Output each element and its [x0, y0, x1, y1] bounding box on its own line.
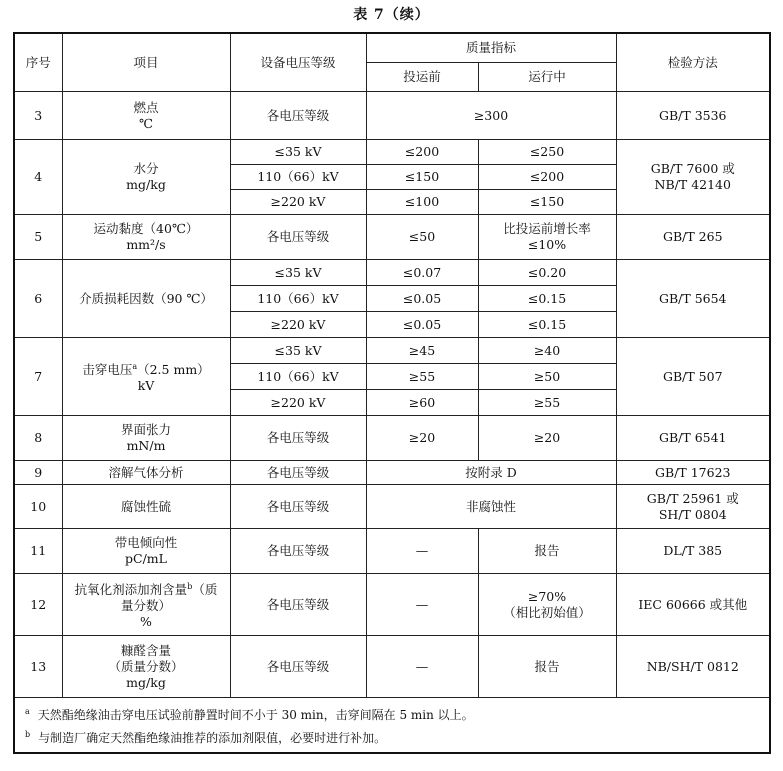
- header-quality: 质量指标: [366, 33, 616, 63]
- method-cell: IEC 60666 或其他: [616, 574, 770, 636]
- item-name-cont: （2.5 mm）: [137, 362, 210, 378]
- item-cell: [62, 92, 230, 140]
- method-cell: NB/SH/T 0812: [616, 636, 770, 698]
- footnote-b-text: 与制造厂确定天然酯绝缘油推荐的添加剂限值，必要时进行补加。: [38, 731, 387, 745]
- item-unit: %: [140, 614, 152, 630]
- method-cell: DL/T 385: [616, 529, 770, 574]
- item-name: 运动黏度（40℃）: [93, 221, 199, 236]
- method-cell: GB/T 6541: [616, 416, 770, 461]
- footnote-b: [25, 725, 759, 748]
- voltage-cell: 各电压等级: [230, 416, 366, 461]
- before-cell: ≥55: [366, 364, 478, 390]
- method-cell: GB/T 5654: [616, 260, 770, 338]
- item-unit: mN/m: [126, 438, 166, 453]
- item-name-cont: （质量分数）: [108, 658, 184, 674]
- header-method: 检验方法: [616, 33, 770, 92]
- voltage-cell: 各电压等级: [230, 485, 366, 529]
- running-cell: ≥20: [478, 416, 616, 461]
- method-cell: GB/T 3536: [616, 92, 770, 140]
- item-cell: 介质损耗因数（90 ℃）: [62, 260, 230, 338]
- item-name: 界面张力: [120, 422, 171, 437]
- item-unit: pC/mL: [125, 551, 167, 566]
- voltage-cell: ≥220 kV: [230, 312, 366, 338]
- seq-cell: 5: [14, 215, 62, 260]
- before-cell: ≥45: [366, 338, 478, 364]
- running-cell: ≥40: [478, 338, 616, 364]
- seq-cell: 7: [14, 338, 62, 416]
- footnote-mark: a: [132, 361, 138, 371]
- voltage-cell: 各电压等级: [230, 215, 366, 260]
- voltage-cell: ≤35 kV: [230, 260, 366, 286]
- item-cell: [62, 636, 230, 698]
- item-cell: [62, 529, 230, 574]
- running-cell: ≤0.15: [478, 286, 616, 312]
- running-cell: [478, 215, 616, 260]
- method-cell: [616, 140, 770, 215]
- before-cell: ≤200: [366, 140, 478, 165]
- running-cell: ≤0.20: [478, 260, 616, 286]
- running-cell: ≤0.15: [478, 312, 616, 338]
- method-cell: GB/T 17623: [616, 461, 770, 485]
- item-unit: mg/kg: [126, 177, 166, 192]
- voltage-cell: 各电压等级: [230, 529, 366, 574]
- table-row: [14, 461, 770, 485]
- method-cell: [616, 485, 770, 529]
- seq-cell: 12: [14, 574, 62, 636]
- running-line: ≥70%: [527, 588, 567, 604]
- item-cell: [62, 574, 230, 636]
- method-line: GB/T 7600 或: [650, 161, 735, 176]
- table-notes: [14, 698, 770, 754]
- item-cell: [62, 140, 230, 215]
- table-row: [14, 636, 770, 698]
- before-cell: ≤0.05: [366, 286, 478, 312]
- running-line: （相比初始值）: [503, 604, 591, 620]
- before-cell: ≥20: [366, 416, 478, 461]
- table-row: [14, 529, 770, 574]
- table-caption: 表 7（续）: [353, 7, 430, 23]
- value-cell: ≥300: [366, 92, 616, 140]
- method-line: SH/T 0804: [658, 506, 727, 522]
- method-cell: GB/T 507: [616, 338, 770, 416]
- item-name-cont: 量分数）: [120, 598, 171, 614]
- before-cell: ≤0.07: [366, 260, 478, 286]
- item-name-cont: （质: [192, 582, 218, 598]
- voltage-cell: 各电压等级: [230, 636, 366, 698]
- value-cell: 按附录 D: [366, 461, 616, 485]
- item-cell: [62, 338, 230, 416]
- running-cell: 报告: [478, 636, 616, 698]
- item-cell: [62, 416, 230, 461]
- before-cell: —: [366, 636, 478, 698]
- footnote-mark: b: [187, 581, 193, 591]
- table-row: [14, 92, 770, 140]
- table-row: [14, 338, 770, 364]
- running-cell: ≥55: [478, 390, 616, 416]
- item-name: 燃点: [133, 99, 159, 115]
- voltage-cell: 各电压等级: [230, 461, 366, 485]
- seq-cell: 4: [14, 140, 62, 215]
- item-name: 带电倾向性: [114, 535, 178, 550]
- value-cell: 非腐蚀性: [366, 485, 616, 529]
- voltage-cell: 110（66）kV: [230, 286, 366, 312]
- seq-cell: 8: [14, 416, 62, 461]
- method-line: GB/T 25961 或: [646, 490, 739, 506]
- before-cell: —: [366, 574, 478, 636]
- running-cell: ≥50: [478, 364, 616, 390]
- seq-cell: 3: [14, 92, 62, 140]
- seq-cell: 10: [14, 485, 62, 529]
- notes-cell: [14, 698, 770, 754]
- table-row: [14, 215, 770, 260]
- item-unit: kV: [137, 378, 155, 394]
- seq-cell: 9: [14, 461, 62, 485]
- quality-spec-table: [13, 32, 771, 754]
- item-cell: 腐蚀性硫: [62, 485, 230, 529]
- voltage-cell: ≤35 kV: [230, 338, 366, 364]
- header-before: 投运前: [366, 63, 478, 92]
- item-name: 糠醛含量: [120, 642, 171, 658]
- footnote-b-mark: b: [25, 730, 31, 739]
- header-seq: 序号: [14, 33, 62, 92]
- item-cell: 溶解气体分析: [62, 461, 230, 485]
- table-row: [14, 140, 770, 165]
- item-unit: mg/kg: [126, 674, 166, 690]
- table-row: [14, 260, 770, 286]
- before-cell: ≤50: [366, 215, 478, 260]
- running-cell: ≤250: [478, 140, 616, 165]
- seq-cell: 13: [14, 636, 62, 698]
- item-cell: [62, 215, 230, 260]
- seq-cell: 11: [14, 529, 62, 574]
- running-cell: ≤200: [478, 165, 616, 190]
- voltage-cell: 110（66）kV: [230, 165, 366, 190]
- footnote-a-mark: a: [25, 707, 30, 716]
- item-name: 水分: [133, 161, 159, 176]
- header-running: 运行中: [478, 63, 616, 92]
- voltage-cell: 各电压等级: [230, 92, 366, 140]
- voltage-cell: ≥220 kV: [230, 390, 366, 416]
- header-voltage: 设备电压等级: [230, 33, 366, 92]
- method-line: NB/T 42140: [654, 177, 731, 192]
- running-cell: ≤150: [478, 190, 616, 215]
- voltage-cell: 110（66）kV: [230, 364, 366, 390]
- table-row: [14, 485, 770, 529]
- seq-cell: 6: [14, 260, 62, 338]
- item-unit: mm²/s: [126, 237, 166, 252]
- running-cell: 报告: [478, 529, 616, 574]
- voltage-cell: 各电压等级: [230, 574, 366, 636]
- table-row: [14, 574, 770, 636]
- running-line: ≤10%: [527, 237, 567, 252]
- voltage-cell: ≥220 kV: [230, 190, 366, 215]
- method-cell: GB/T 265: [616, 215, 770, 260]
- item-unit: ℃: [139, 115, 153, 131]
- running-cell: [478, 574, 616, 636]
- before-cell: ≤0.05: [366, 312, 478, 338]
- before-cell: ≥60: [366, 390, 478, 416]
- before-cell: ≤150: [366, 165, 478, 190]
- item-name: 抗氧化剂添加剂含量: [74, 582, 188, 598]
- footnote-a: [25, 702, 759, 725]
- header-item: 项目: [62, 33, 230, 92]
- table-row: [14, 416, 770, 461]
- voltage-cell: ≤35 kV: [230, 140, 366, 165]
- item-name: 击穿电压: [82, 362, 133, 378]
- footnote-a-text: 天然酯绝缘油击穿电压试验前静置时间不小于 30 min，击穿间隔在 5 min 以上。: [37, 708, 474, 722]
- before-cell: —: [366, 529, 478, 574]
- running-line: 比投运前增长率: [503, 221, 591, 236]
- before-cell: ≤100: [366, 190, 478, 215]
